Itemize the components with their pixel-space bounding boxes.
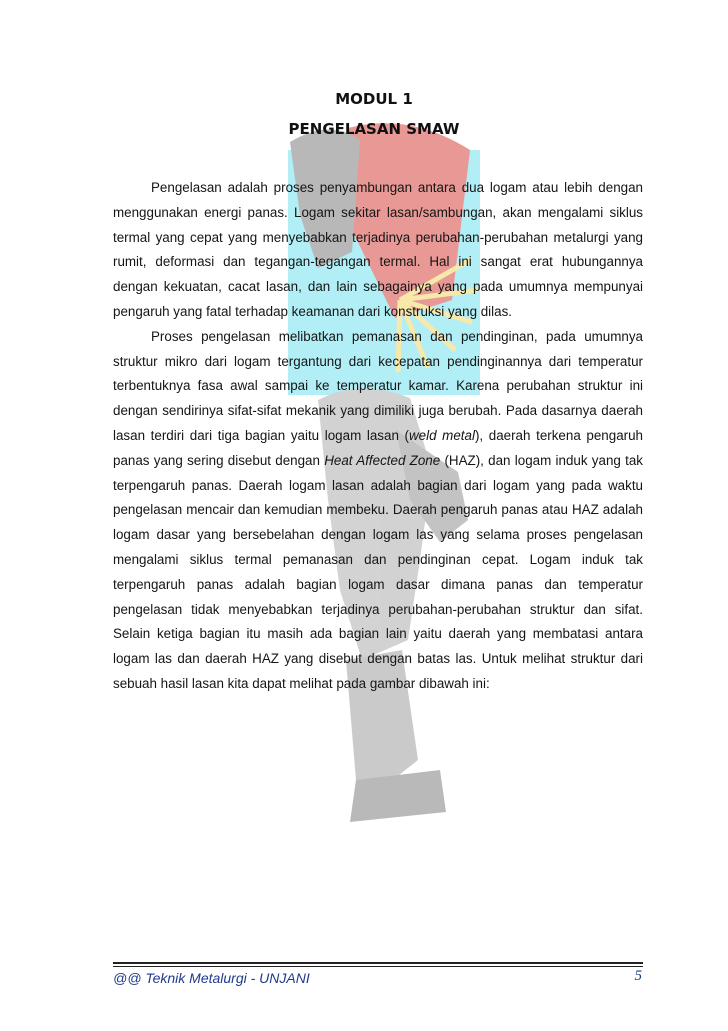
page-number: 5: [634, 968, 642, 984]
footer-rule-thin: [113, 966, 643, 967]
term-heat-affected-zone: Heat Affected Zone: [324, 452, 441, 468]
paragraph-1: Pengelasan adalah proses penyambungan antara dua logam atau lebih dengan menggunakan energi panas. Logam sekitar lasan/sambungan, akan mengalami siklus termal yang cepat yang menyebabkan terjadinya perubahan-perubahan metalurgi yang rumit, deformasi dan tegangan-tegangan termal. Hal ini sangat erat hubungannya dengan kekuatan, cacat lasan, dan lain sebagainya yang pada umumnya mempunyai pengaruh yang fatal terhadap keamanan dari konstruksi yang dilas.: [113, 180, 643, 319]
footer-rule: [113, 962, 643, 964]
paragraph-2: Proses pengelasan melibatkan pemanasan dan pendinginan, pada umumnya struktur mikro dari logam tergantung dari kecepatan pendinginannya dari temperatur terbentuknya fasa awal sampai ke temperatur kamar. Karena perubahan struktur ini dengan sendirinya sifat-sifat mekanik yang dimiliki juga berubah. Pada dasarnya daerah lasan terdiri dari tiga bagian yaitu logam lasan (weld metal), daerah terkena pengaruh panas yang sering disebut dengan Heat Affected Zone (HAZ), dan logam induk yang tak terpengaruh panas. Daerah logam lasan adalah bagian dari logam yang pada waktu pengelasan mencair dan kemudian membeku. Daerah pengaruh panas atau HAZ adalah logam dasar yang bersebelahan dengan logam las yang selama proses pengelasan mengalami siklus termal pemanasan dan pendinginan cepat. Logam induk tak terpengaruh panas adalah bagian logam dasar dimana panas dan temperatur pengelasan tidak menyebabkan terjadinya perubahan-perubahan struktur dan sifat. Selain ketiga bagian itu masih ada bagian lain yaitu daerah yang membatasi antara logam las dan daerah HAZ yang disebut dengan batas las. Untuk melihat struktur dari sebuah hasil lasan kita dapat melihat pada gambar dibawah ini:: [113, 328, 643, 691]
module-number: MODUL 1: [335, 90, 413, 108]
footer-label: @@ Teknik Metalurgi - UNJANI: [113, 970, 310, 986]
term-weld-metal: weld metal: [409, 427, 475, 443]
page-title: PENGELASAN SMAW: [288, 120, 460, 138]
body-text: [113, 176, 643, 697]
